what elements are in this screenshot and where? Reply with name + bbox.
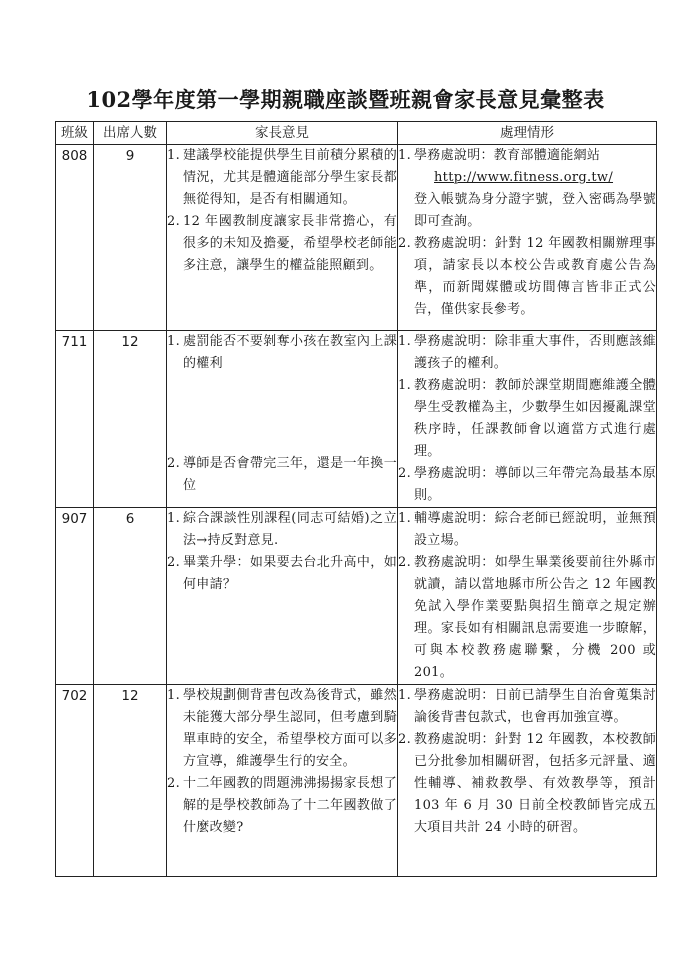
class-cell: 711	[56, 331, 94, 508]
item-text: 十二年國教的問題沸沸揚揚家長想了解的是學校教師為了十二年國教做了什麼改變?	[183, 776, 397, 835]
opinion-item	[167, 331, 397, 375]
item-number: 2.	[167, 776, 181, 791]
response-item	[398, 463, 656, 507]
attendance-cell: 9	[94, 145, 167, 331]
header-attendance: 出席人數	[94, 122, 167, 145]
opinion-item	[167, 552, 397, 596]
response-item	[398, 331, 656, 375]
spacer	[167, 375, 397, 453]
item-text: 教務處說明：針對 12 年國教，本校教師已分批參加相關研習，包括多元評量、適性輔導、補救教學、有效教學等，預計 103 年 6 月 30 日前全校教師皆完成五大項目共計 24 小時的研習。	[414, 732, 656, 835]
item-text: 建議學校能提供學生目前積分累積的情況，尤其是體適能部分學生家長都無從得知，是否有相關通知。	[183, 148, 397, 207]
attendance-cell: 12	[94, 685, 167, 877]
item-text: 導師是否會帶完三年，還是一年換一位	[183, 456, 397, 493]
fitness-link[interactable]: http://www.fitness.org.tw/	[434, 170, 614, 185]
opinion-item	[167, 453, 397, 497]
opinion-item	[167, 211, 397, 277]
item-text: 學務處說明：除非重大事件，否則應該維護孩子的權利。	[414, 334, 656, 371]
item-text: 畢業升學：如果要去台北升高中，如何申請？	[183, 555, 397, 592]
responses-cell	[398, 685, 657, 877]
response-item	[398, 508, 656, 552]
responses-cell	[398, 508, 657, 685]
opinions-cell	[167, 508, 398, 685]
page-title: 102學年度第一學期親職座談暨班親會家長意見彙整表	[86, 87, 605, 112]
item-number: 1.	[398, 334, 412, 349]
item-number: 1.	[398, 688, 412, 703]
item-number: 1.	[398, 378, 412, 393]
table-row	[56, 331, 657, 508]
item-number: 2.	[167, 214, 181, 229]
item-number: 1.	[167, 334, 181, 349]
item-text: 學務處說明：日前已請學生自治會蒐集討論後背書包款式，也會再加強宣導。	[414, 688, 656, 725]
class-cell: 907	[56, 508, 94, 685]
table-row	[56, 145, 657, 331]
table-header-row	[56, 122, 657, 145]
response-item	[398, 685, 656, 729]
item-text: 教務處說明：教師於課堂期間應維護全體學生受教權為主，少數學生如因擾亂課堂秩序時，任課教師會以適當方式進行處理。	[414, 378, 656, 459]
response-item	[398, 145, 656, 233]
item-number: 1.	[398, 148, 412, 163]
class-cell: 808	[56, 145, 94, 331]
item-text: 處罰能否不要剝奪小孩在教室內上課的權利	[183, 334, 397, 371]
item-text: 學務處說明：教育部體適能網站	[414, 148, 601, 163]
item-text: 學校規劃側背書包改為後背式，雖然未能獲大部分學生認同，但考慮到騎單車時的安全，希望學校方面可以多方宣導，維護學生行的安全。	[183, 688, 397, 769]
class-cell: 702	[56, 685, 94, 877]
response-item	[398, 375, 656, 463]
opinion-item	[167, 685, 397, 773]
header-responses: 處理情形	[398, 122, 657, 145]
item-number: 1.	[167, 511, 181, 526]
table-row	[56, 685, 657, 877]
item-number: 2.	[398, 466, 412, 481]
opinions-cell	[167, 145, 398, 331]
item-number: 2.	[167, 555, 181, 570]
attendance-cell: 12	[94, 331, 167, 508]
attendance-cell: 6	[94, 508, 167, 685]
opinion-item	[167, 145, 397, 211]
item-number: 2.	[167, 456, 181, 471]
item-number: 2.	[398, 555, 412, 570]
item-number: 1.	[167, 148, 181, 163]
header-class: 班級	[56, 122, 94, 145]
item-text: 綜合課談性別課程(同志可結婚)之立法→持反對意見.	[183, 511, 397, 548]
item-number: 2.	[398, 236, 412, 251]
item-text: 學務處說明：導師以三年帶完為最基本原則。	[414, 466, 656, 503]
item-text: 12 年國教制度讓家長非常擔心，有很多的未知及擔憂，希望學校老師能多注意，讓學生的權益能照顧到。	[183, 214, 397, 273]
response-item	[398, 233, 656, 321]
item-number: 1.	[398, 511, 412, 526]
responses-cell	[398, 145, 657, 331]
response-item	[398, 729, 656, 839]
item-text: 教務處說明：針對 12 年國教相關辦理事項，請家長以本校公告或教育處公告為準，而新聞媒體或坊間傳言皆非正式公告，僅供家長參考。	[414, 236, 656, 317]
opinions-cell	[167, 331, 398, 508]
header-opinions: 家長意見	[167, 122, 398, 145]
responses-cell	[398, 331, 657, 508]
response-item	[398, 552, 656, 684]
item-text: 登入帳號為身分證字號，登入密碼為學號即可查詢。	[414, 192, 656, 229]
opinion-item	[167, 508, 397, 552]
item-text: 教務處說明：如學生畢業後要前往外縣市就讀，請以當地縣市所公告之 12 年國教免試入學作業要點與招生簡章之規定辦理。家長如有相關訊息需要進一步瞭解，可與本校教務處聯繫，分機 200 或 201。	[414, 555, 656, 680]
opinions-table	[55, 121, 657, 877]
table-row	[56, 508, 657, 685]
opinion-item	[167, 773, 397, 839]
item-text: 輔導處說明：綜合老師已經說明，並無預設立場。	[414, 511, 656, 548]
item-number: 1.	[167, 688, 181, 703]
item-number: 2.	[398, 732, 412, 747]
opinions-cell	[167, 685, 398, 877]
